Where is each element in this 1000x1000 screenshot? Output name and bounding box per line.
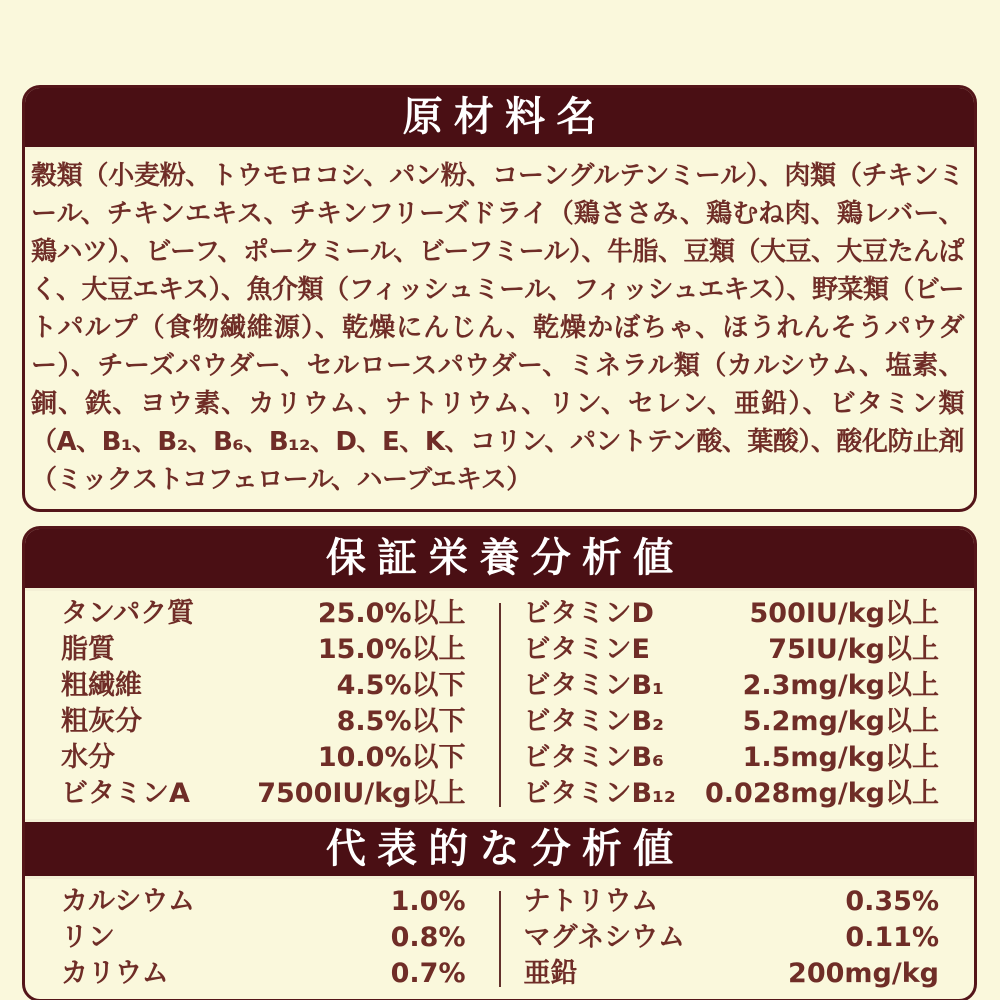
analysis-row [25,920,500,956]
analyte-label: ナトリウム [523,886,659,917]
analysis-row [500,884,975,920]
analyte-value: 1.5mg/kg以上 [742,742,939,773]
analysis-row [500,596,975,632]
analyte-value: 0.028mg/kg以上 [704,778,939,809]
analyte-label: ビタミンA [61,778,190,809]
analyte-label: カルシウム [61,886,196,917]
analyte-value: 4.5%以下 [336,670,466,701]
analyte-label: ビタミンB₂ [523,706,664,737]
analyte-label: 亜鉛 [523,958,578,989]
typical-analysis-left-column [25,884,500,992]
analyte-value: 5.2mg/kg以上 [742,706,939,737]
analyte-label: ビタミンD [523,598,654,629]
analysis-row [500,956,975,992]
analyte-value: 0.8% [390,922,466,953]
analysis-row [25,632,500,668]
analyte-value: 7500IU/kg以上 [257,778,466,809]
guaranteed-analysis-header: 保証栄養分析値 [25,529,974,591]
typical-analysis-table [25,879,974,999]
analyte-value: 0.35% [845,886,939,917]
guaranteed-analysis-table [25,591,974,819]
column-divider [499,603,501,807]
analysis-row [500,920,975,956]
analysis-row [25,668,500,704]
analysis-row [25,704,500,740]
analyte-label: ビタミンB₁ [523,670,664,701]
analyte-label: 水分 [61,742,115,773]
typical-analysis-right-column [500,884,975,992]
typical-analysis-header: 代表的な分析値 [25,819,974,879]
analyte-value: 75IU/kg以上 [768,634,939,665]
analysis-row [25,740,500,776]
analysis-row [25,776,500,812]
analysis-row [500,776,975,812]
ingredients-header: 原材料名 [25,88,974,150]
analysis-row [25,884,500,920]
guaranteed-analysis-right-column [500,596,975,812]
analysis-row [500,632,975,668]
analyte-label: ビタミンE [523,634,650,665]
analyte-value: 8.5%以下 [336,706,466,737]
analyte-label: 脂質 [61,634,115,665]
analyte-label: ビタミンB₆ [523,742,664,773]
analysis-row [500,704,975,740]
analysis-card [22,526,977,1000]
analysis-row [500,668,975,704]
column-divider [499,891,501,987]
analyte-label: タンパク質 [61,598,195,629]
analyte-label: 粗繊維 [61,670,142,701]
analyte-value: 500IU/kg以上 [749,598,939,629]
analyte-value: 15.0%以上 [317,634,466,665]
analysis-row [25,956,500,992]
analyte-value: 0.7% [390,958,466,989]
guaranteed-analysis-left-column [25,596,500,812]
analyte-label: 粗灰分 [61,706,142,737]
analyte-value: 1.0% [390,886,466,917]
analyte-value: 25.0%以上 [317,598,466,629]
analyte-label: リン [61,922,115,953]
analyte-label: ビタミンB₁₂ [523,778,676,809]
ingredients-text: 穀類（小麦粉、トウモロコシ、パン粉、コーングルテンミール）、肉類（チキンミール、チキンエキス、チキンフリーズドライ（鶏ささみ、鶏むね肉、鶏レバー、鶏ハツ）、ビーフ、ポークミール、ビーフミール）、牛脂、豆類（大豆、大豆たんぱく、大豆エキス）、魚介類（フィッシュミール、フィッシュエキス）、野菜類（ビートパルプ（食物繊維源）、乾燥にんじん、乾燥かぼちゃ、ほうれんそうパウダー）、チーズパウダー、セルロースパウダー、ミネラル類（カルシウム、塩素、銅、鉄、ヨウ素、カリウム、ナトリウム、リン、セレン、亜鉛）、ビタミン類（A、B₁、B₂、B₆、B₁₂、D、E、K、コリン、パントテン酸、葉酸）、酸化防止剤（ミックストコフェロール、ハーブエキス） [31,161,964,495]
analyte-value: 0.11% [845,922,939,953]
analyte-label: カリウム [61,958,169,989]
analyte-value: 2.3mg/kg以上 [742,670,939,701]
analyte-value: 200mg/kg [788,958,939,989]
analyte-label: マグネシウム [523,922,685,953]
ingredients-card [22,85,977,512]
analyte-value: 10.0%以下 [317,742,466,773]
analysis-row [500,740,975,776]
analysis-row [25,596,500,632]
